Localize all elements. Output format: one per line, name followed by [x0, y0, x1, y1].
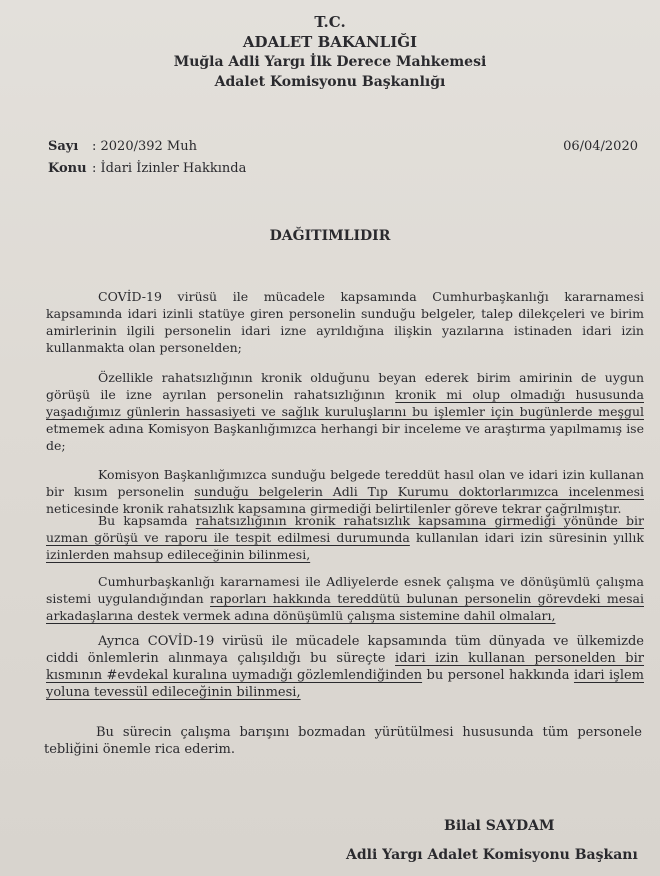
sayi-label: Sayı [48, 139, 79, 154]
paragraph-3-text-b: neticesinde kronik rahatsızlık kapsamına girmediği belirtilenler göreve tekrar çağrılmıştır. [46, 501, 622, 516]
paragraph-4-text-a: Bu kapsamda [98, 513, 188, 528]
paragraph-1-text: COVİD-19 virüsü ile mücadele kapsamında Cumhurbaşkanlığı kararnamesi kapsamında idari izinli statüye giren personelin sunduğu belgeler, talep dilekçeleri ve birim amirlerinin ilgili personelin idari izne ayrıldığına ilişkin yazılarına istinaden idari izin kullanmakta olan personelden; [46, 289, 644, 355]
paragraph-4-underlined-2: izinlerden mahsup edileceğinin bilinmesi, [46, 547, 311, 562]
paragraph-6-underlined-2: idari işlem yoluna tevessül edileceğinin bilinmesi, [46, 668, 644, 700]
paragraph-3-text-a: Komisyon Başkanlığımızca sunduğu belgede tereddüt hasıl olan ve idari izin kullanan bir kısım personelin [46, 467, 644, 499]
paragraph-4-text-b: kullanılan idari izin süresinin yıllık [415, 530, 644, 545]
letterhead-tc: T.C. [314, 13, 346, 31]
letterhead-commission: Adalet Komisyonu Başkanlığı [214, 74, 446, 90]
subject-line [48, 161, 246, 176]
paragraph-2 [46, 369, 644, 454]
paragraph-3 [46, 466, 644, 517]
paragraph-6 [46, 633, 644, 701]
paragraph-5-text-a: Cumhurbaşkanlığı kararnamesi ile Adliyelerde esnek çalışma ve dönüşümlü çalışma sistemi uygulandığından [46, 574, 644, 606]
paragraph-2-underlined: kronik mi olup olmadığı hususunda yaşadığımız günlerin hassasiyeti ve sağlık kuruluşlarını bu işlemler için bugünlerde meşgul [46, 387, 644, 419]
paragraph-5-underlined: raporları hakkında tereddütü bulunan personelin görevdeki mesai arkadaşlarına destek vermek adına dönüşümlü çalışma sistemine dahil olmaları, [46, 591, 644, 623]
paragraph-2-text-a: Özellikle rahatsızlığının kronik olduğunu beyan ederek birim amirinin de uygun görüşü ile izne ayrılan personelin rahatsızlığının [46, 370, 644, 402]
sayi-value: : 2020/392 Muh [92, 139, 197, 154]
paragraph-4 [46, 512, 644, 563]
reference-number [48, 139, 197, 154]
konu-value: : İdari İzinler Hakkında [92, 161, 247, 176]
paragraph-6-text-b: bu personel hakkında [426, 668, 570, 683]
letterhead [0, 12, 660, 92]
paragraph-4-underlined: rahatsızlığının kronik rahatsızlık kapsamına girmediği yönünde bir uzman görüşü ve raporu ile tespit edilmesi durumunda [46, 513, 644, 545]
letterhead-ministry: ADALET BAKANLIĞI [242, 33, 418, 51]
konu-label: Konu [48, 161, 87, 176]
paragraph-7-text: Bu sürecin çalışma barışını bozmadan yürütülmesi hususunda tüm personele tebliğini önemle rica ederim. [44, 725, 642, 757]
paragraph-5 [46, 573, 644, 624]
paragraph-7 [44, 724, 642, 758]
document-date: 06/04/2020 [563, 139, 638, 154]
paragraph-2-text-b: etmemek adına Komisyon Başkanlığımızca herhangi bir inceleme ve araştırma yapılmamış ise de; [46, 421, 644, 453]
distribution-heading: DAĞITIMLIDIR [269, 228, 391, 244]
paragraph-6-underlined: idari izin kullanan personelden bir kısmının #evdekal kuralına uymadığı gözlemlendiğinden [46, 651, 645, 683]
signatory-title: Adli Yargı Adalet Komisyonu Başkanı [346, 847, 638, 863]
paragraph-1 [46, 288, 644, 356]
signatory-name: Bilal SAYDAM [444, 818, 555, 834]
paragraph-3-underlined: sunduğu belgelerin Adli Tıp Kurumu doktorlarımızca incelenmesi [194, 484, 645, 499]
paragraph-6-text-a: Ayrıca COVİD-19 virüsü ile mücadele kapsamında tüm dünyada ve ülkemizde ciddi önlemlerin alınmaya çalışıldığı bu süreçte [46, 634, 644, 666]
letterhead-court: Muğla Adli Yargı İlk Derece Mahkemesi [173, 54, 487, 70]
